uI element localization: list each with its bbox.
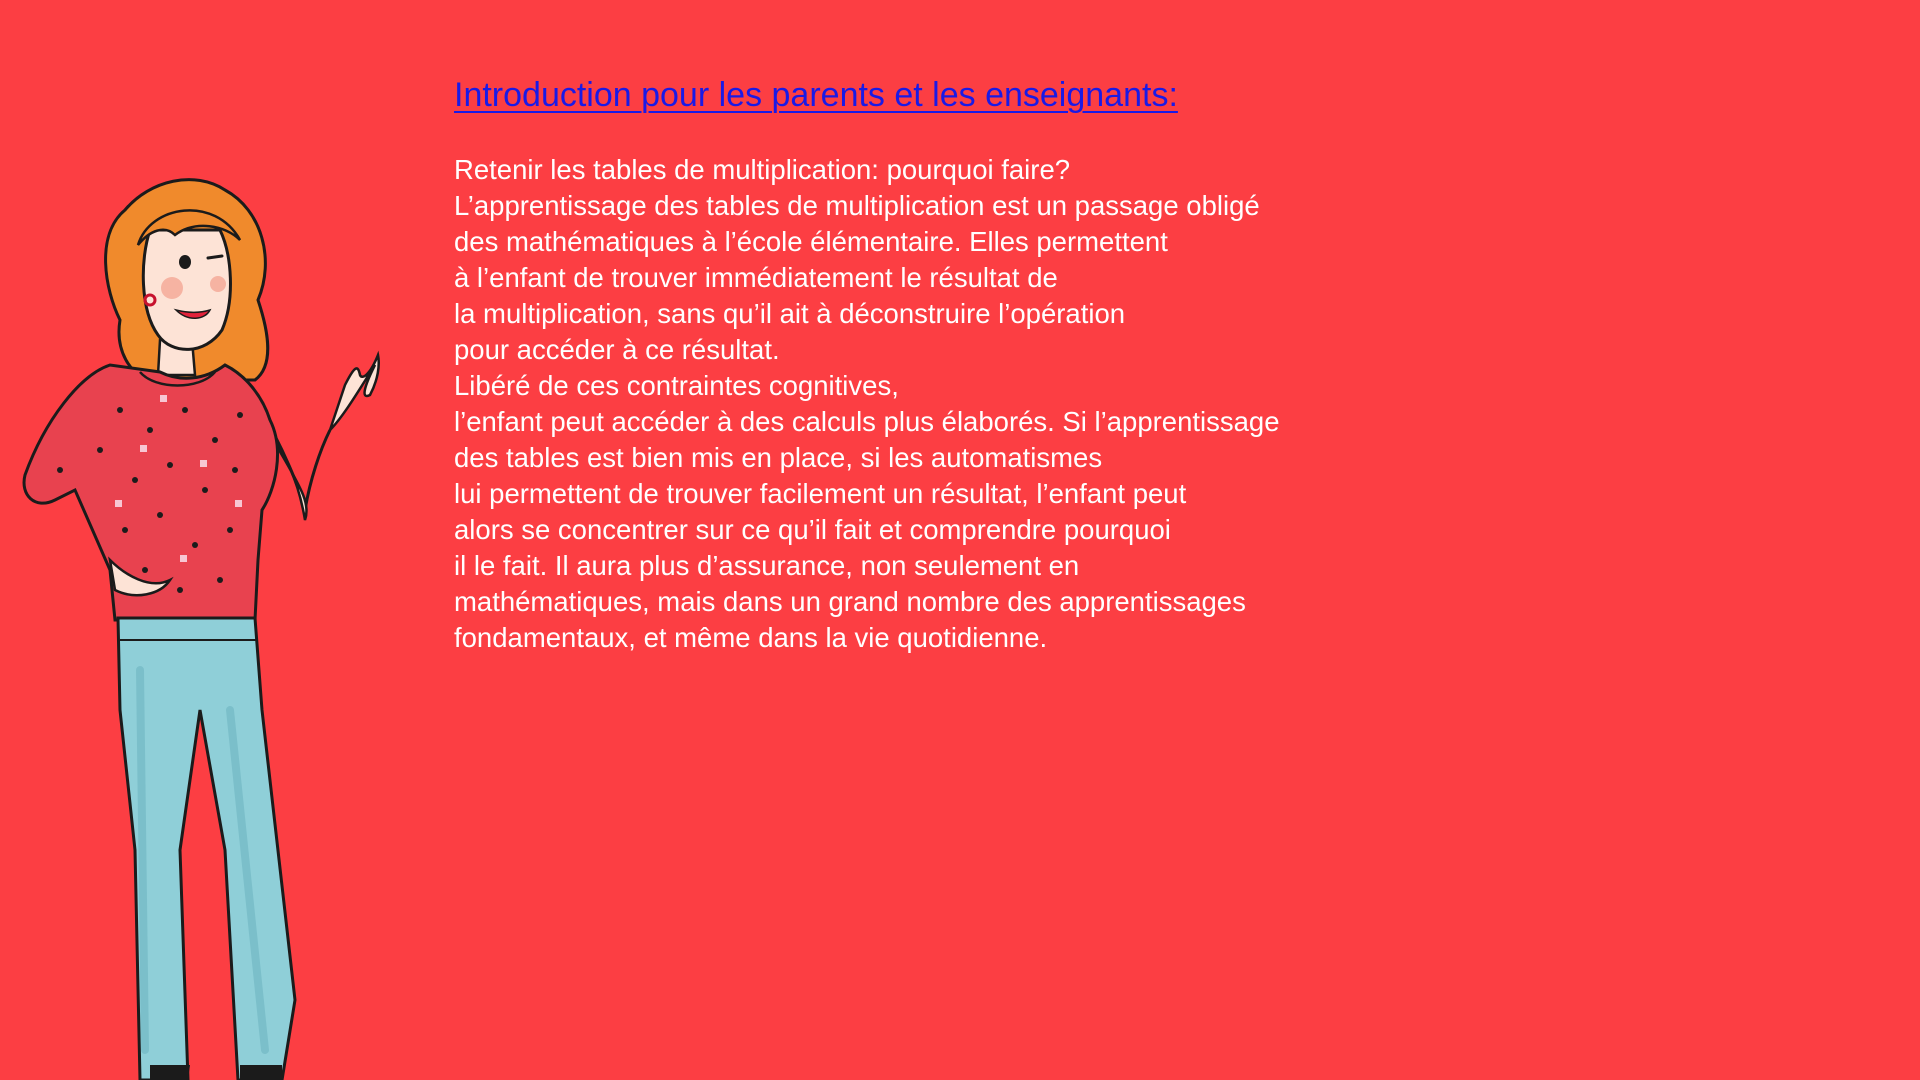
- body-line: L’apprentissage des tables de multiplication est un passage obligé: [454, 190, 1260, 221]
- body-line: pour accéder à ce résultat.: [454, 334, 780, 365]
- body-line: mathématiques, mais dans un grand nombre des apprentissages: [454, 586, 1246, 617]
- body-line: Libéré de ces contraintes cognitives,: [454, 370, 899, 401]
- intro-heading-link[interactable]: Introduction pour les parents et les enseignants:: [454, 76, 1178, 114]
- body-line: des mathématiques à l’école élémentaire. Elles permettent: [454, 226, 1168, 257]
- body-line: l’enfant peut accéder à des calculs plus élaborés. Si l’apprentissage: [454, 406, 1280, 437]
- text-content: [454, 72, 1454, 656]
- body-line: fondamentaux, et même dans la vie quotidienne.: [454, 622, 1048, 653]
- woman-illustration-icon: [0, 150, 420, 1080]
- body-line: des tables est bien mis en place, si les automatismes: [454, 442, 1103, 473]
- body-line: lui permettent de trouver facilement un résultat, l’enfant peut: [454, 478, 1187, 509]
- body-line: à l’enfant de trouver immédiatement le résultat de: [454, 262, 1058, 293]
- body-paragraph: [454, 152, 1454, 656]
- body-line: alors se concentrer sur ce qu’il fait et comprendre pourquoi: [454, 514, 1171, 545]
- body-line: la multiplication, sans qu’il ait à déconstruire l’opération: [454, 298, 1126, 329]
- body-line: Retenir les tables de multiplication: pourquoi faire?: [454, 154, 1071, 185]
- body-line: il le fait. Il aura plus d’assurance, non seulement en: [454, 550, 1080, 581]
